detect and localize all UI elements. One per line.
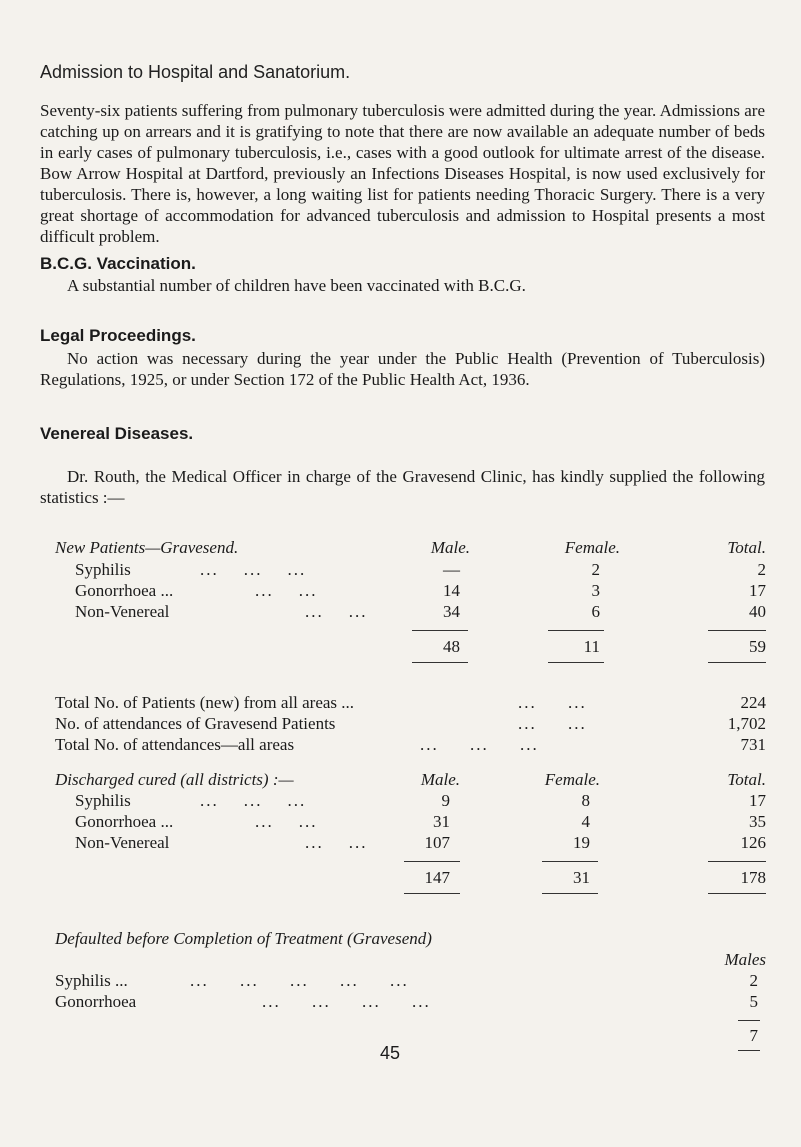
total-male: 147 [424,868,450,887]
rule [738,1020,760,1021]
cell-male: 34 [443,602,460,621]
dot-leader: ... ... [305,833,368,852]
header-female: Female. [564,538,620,557]
section-heading-bcg: B.C.G. Vaccination. [40,254,196,273]
cell-female: 3 [591,581,600,600]
row-label: Syphilis [75,791,131,810]
dot-leader: ... ... ... [200,791,307,810]
rule [404,893,460,894]
rule [412,630,468,631]
total-male: 48 [443,637,460,656]
cell-female: 8 [581,791,590,810]
rule [708,893,766,894]
dot-leader: ... ... [518,714,587,733]
summary-value: 1,702 [727,714,766,733]
defaulted-title: Defaulted before Completion of Treatment (Gravesend) [55,929,432,948]
dot-leader: ... ... [518,693,587,712]
summary-label: Total No. of Patients (new) from all areas ... [55,693,355,712]
dot-leader: ... ... [255,812,318,831]
section-heading-admission: Admission to Hospital and Sanatorium. [40,62,351,82]
header-female: Female. [544,770,600,789]
page-number: 45 [380,1043,401,1063]
dot-leader: ... ... ... ... [262,992,431,1011]
total-female: 31 [573,868,590,887]
rule [708,861,766,862]
dot-leader: ... ... [305,602,368,621]
total-female: 11 [583,637,600,656]
cell-males: 5 [749,992,758,1011]
cell-female: 6 [591,602,600,621]
dot-leader: ... ... [255,581,318,600]
section-heading-venereal: Venereal Diseases. [40,424,194,443]
header-male: Male. [420,770,460,789]
paragraph-bcg: A substantial number of children have been vaccinated with B.C.G. [67,276,526,295]
summary-value: 731 [740,735,766,754]
paragraph-admission: Seventy-six patients suffering from pulmonary tuberculosis were admitted during the year. Admissions are catching up on arrears and it is gratifying to note that there are now available an adequate number of beds in early cases of pulmonary tuberculosis, i.e., cases with a good outlook for ultimate arrest of the disease. Bow Arrow Hospital at Dartford, previously an Infections Diseases Hospital, is now used exclusively for tuberculosis. There is, however, a long waiting list for patients needing Thoracic Surgery. There is a very great shortage of accommodation for advanced tuberculosis and admission to Hospital presents a most difficult problem. [40,101,765,246]
rule [404,861,460,862]
defaulted-total: 7 [749,1026,758,1045]
cell-male: 9 [441,791,450,810]
cell-female: 4 [581,812,590,831]
section-heading-legal: Legal Proceedings. [40,326,196,345]
cell-male: — [443,560,460,579]
rule [548,630,604,631]
header-male: Male. [430,538,470,557]
header-total: Total. [727,538,766,557]
dot-leader: ... ... ... [200,560,307,579]
rule [708,630,766,631]
rule [542,861,598,862]
cell-female: 19 [573,833,590,852]
row-label: Gonorrhoea [55,992,137,1011]
rule [412,662,468,663]
summary-value: 224 [740,693,766,712]
cell-female: 2 [591,560,600,579]
row-label: Non-Venereal [75,833,170,852]
row-label: Gonorrhoea ... [75,581,174,600]
new-patients-title: New Patients—Gravesend. [55,538,239,557]
rule [738,1050,760,1051]
dot-leader: ... ... ... ... ... [190,971,409,990]
cell-males: 2 [749,971,758,990]
paragraph-legal: No action was necessary during the year under the Public Health (Prevention of Tuberculosis) Regulations, 1925, or under Section 172 of the Public Health Act, 1936. [40,349,765,389]
row-label: Gonorrhoea ... [75,812,174,831]
row-label: Syphilis ... [55,971,128,990]
total-total: 59 [749,637,766,656]
cell-male: 107 [424,833,450,852]
cell-total: 17 [749,581,766,600]
discharged-title: Discharged cured (all districts) :— [55,770,294,789]
cell-total: 2 [757,560,766,579]
header-males: Males [724,950,766,969]
header-total: Total. [727,770,766,789]
cell-total: 35 [749,812,766,831]
total-total: 178 [740,868,766,887]
paragraph-venereal: Dr. Routh, the Medical Officer in charge of the Gravesend Clinic, has kindly supplied the following statistics :— [40,467,765,507]
cell-male: 14 [443,581,460,600]
summary-label: No. of attendances of Gravesend Patients [55,714,336,733]
row-label: Non-Venereal [75,602,170,621]
cell-total: 17 [749,791,766,810]
cell-total: 40 [749,602,766,621]
cell-total: 126 [740,833,766,852]
rule [708,662,766,663]
dot-leader: ... ... ... [420,735,539,754]
rule [542,893,598,894]
rule [548,662,604,663]
cell-male: 31 [433,812,450,831]
row-label: Syphilis [75,560,131,579]
summary-label: Total No. of attendances—all areas [55,735,295,754]
